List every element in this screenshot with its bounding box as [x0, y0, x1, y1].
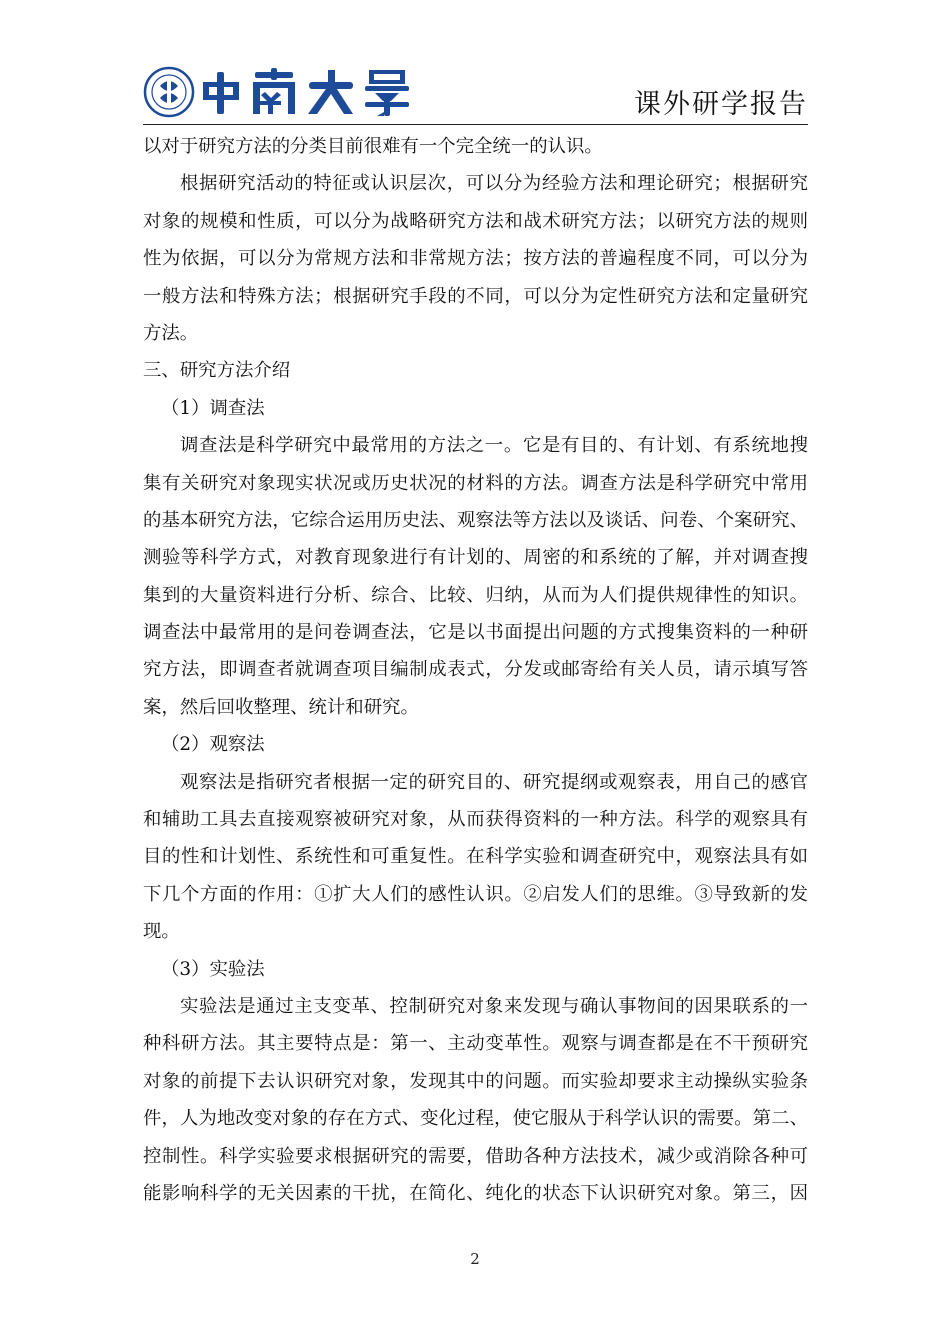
body-text-line: 集到的大量资料进行分析、综合、比较、归纳，从而为人们提供规律性的知识。 [143, 584, 808, 606]
university-seal-icon [145, 68, 193, 116]
body-text-line: 对象的规模和性质，可以分为战略研究方法和战术研究方法；以研究方法的规则 [143, 210, 808, 232]
body-text-line: 和辅助工具去直接观察被研究对象，从而获得资料的一种方法。科学的观察具有 [143, 809, 808, 831]
body-text-line: 目的性和计划性、系统性和可重复性。在科学实验和调查研究中，观察法具有如 [143, 846, 808, 868]
body-text-line: 件，人为地改变对象的存在方式、变化过程，使它服从于科学认识的需要。第二、 [143, 1108, 808, 1130]
body-text-line: 以对于研究方法的分类目前很难有一个完全统一的认识。 [143, 136, 603, 157]
body-text-line: 实验法是通过主支变革、控制研究对象来发现与确认事物间的因果联系的一 [180, 995, 808, 1017]
body-text-line: 的基本研究方法，它综合运用历史法、观察法等方法以及谈话、问卷、个案研究、 [143, 509, 808, 531]
body-text-line: 性为依据，可以分为常规方法和非常规方法；按方法的普遍程度不同，可以分为 [143, 248, 808, 270]
page-header [143, 64, 808, 122]
body-text-line: 种科研方法。其主要特点是：第一、主动变革性。观察与调查都是在不干预研究 [143, 1033, 808, 1055]
page-number: 2 [470, 1250, 480, 1268]
body-text-line: 调查法中最常用的是问卷调查法，它是以书面提出问题的方式搜集资料的一种研 [143, 622, 808, 644]
section-subheading: （3）实验法 [161, 958, 265, 980]
body-text-line: 下几个方面的作用：①扩大人们的感性认识。②启发人们的思维。③导致新的发 [143, 883, 808, 905]
body-text-line: 案，然后回收整理、统计和研究。 [143, 696, 419, 718]
header-divider [143, 124, 808, 125]
body-text-line: 对象的前提下去认识研究对象，发现其中的问题。而实验却要求主动操纵实验条 [143, 1070, 808, 1092]
body-text-line: 方法。 [143, 322, 199, 344]
university-wordmark [203, 68, 409, 116]
body-text-line: 三、研究方法介绍 [143, 360, 291, 382]
body-text-line: 能影响科学的无关因素的干扰，在简化、纯化的状态下认识研究对象。第三，因 [143, 1182, 808, 1204]
section-subheading: （2）观察法 [161, 734, 265, 756]
university-logo [143, 66, 428, 118]
body-text-line: 现。 [143, 921, 180, 943]
body-text-line: 测验等科学方式，对教育现象进行有计划的、周密的和系统的了解，并对调查搜 [143, 547, 808, 569]
body-text-line: 集有关研究对象现实状况或历史状况的材料的方法。调查方法是科学研究中常用 [143, 472, 808, 494]
body-text-line: 究方法，即调查者就调查项目编制成表式，分发或邮寄给有关人员，请示填写答 [143, 659, 808, 681]
body-text-line: 一般方法和特殊方法；根据研究手段的不同，可以分为定性研究方法和定量研究 [143, 285, 808, 307]
body-text-line: 根据研究活动的特征或认识层次，可以分为经验方法和理论研究；根据研究 [180, 173, 808, 195]
document-body [143, 128, 808, 1212]
body-text-line: 调查法是科学研究中最常用的方法之一。它是有目的、有计划、有系统地搜 [180, 435, 808, 457]
body-text-line: 观察法是指研究者根据一定的研究目的、研究提纲或观察表，用自己的感官 [180, 771, 808, 793]
report-title: 课外研学报告 [634, 89, 808, 120]
body-text-line: 控制性。科学实验要求根据研究的需要，借助各种方法技术，减少或消除各种可 [143, 1145, 808, 1167]
section-subheading: （1）调查法 [161, 397, 265, 419]
